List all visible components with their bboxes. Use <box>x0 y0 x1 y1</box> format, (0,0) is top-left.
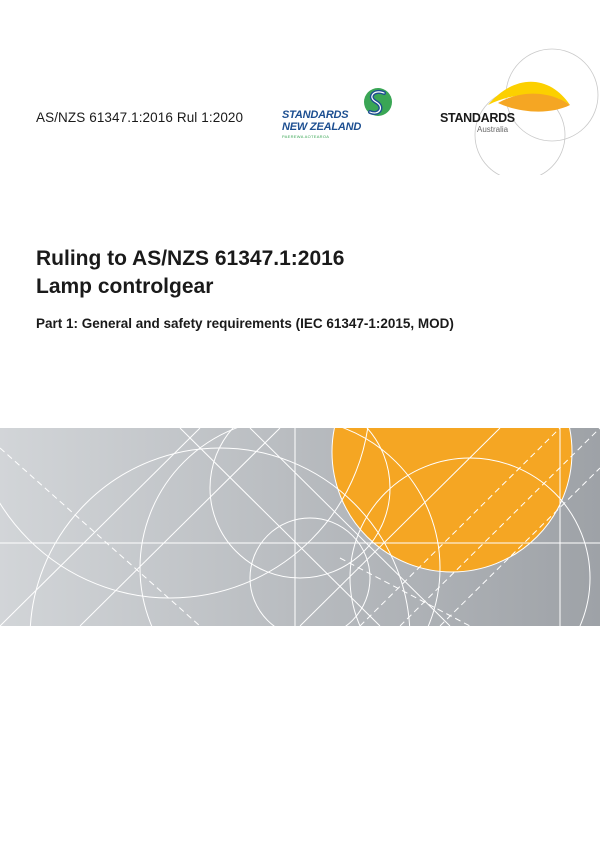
document-reference: AS/NZS 61347.1:2016 Rul 1:2020 <box>36 110 244 125</box>
standards-nz-wordmark-line1: STANDARDS <box>282 109 349 121</box>
page-subtitle: Part 1: General and safety requirements (IEC 61347-1:2015, MOD) <box>36 316 454 331</box>
standards-nz-wordmark-line2: NEW ZEALAND <box>282 121 362 133</box>
standards-nz-tagline: PAEREWA AOTEAROA <box>282 134 330 139</box>
standards-australia-subtext: Australia <box>477 125 509 134</box>
decorative-banner <box>0 428 600 626</box>
standards-australia-swoosh-icon <box>440 45 600 175</box>
standards-australia-wordmark: STANDARDS <box>440 111 515 125</box>
page-title-line2: Lamp controlgear <box>36 275 214 298</box>
page-title: Ruling to AS/NZS 61347.1:2016 <box>36 247 345 270</box>
